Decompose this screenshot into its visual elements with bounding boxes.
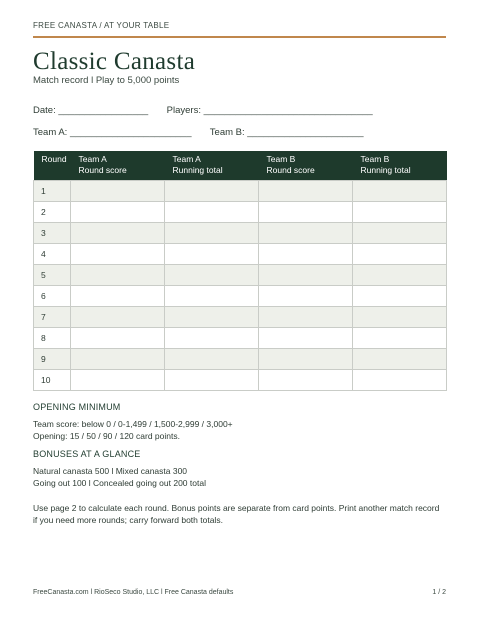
table-row (34, 328, 447, 349)
score-cell[interactable] (259, 328, 353, 349)
score-cell[interactable] (71, 181, 165, 202)
score-cell[interactable] (71, 328, 165, 349)
header-rule (33, 36, 446, 38)
bonuses-line2: Going out 100 l Concealed going out 200 total (33, 478, 206, 488)
instructions-line1: Use page 2 to calculate each round. Bonus points are separate from card points. Print another match record (33, 503, 440, 513)
score-cell[interactable] (259, 265, 353, 286)
score-cell[interactable] (353, 244, 447, 265)
score-cell[interactable] (259, 181, 353, 202)
table-row (34, 265, 447, 286)
table-row (34, 370, 447, 391)
table-row (34, 307, 447, 328)
score-cell[interactable] (353, 223, 447, 244)
score-cell[interactable] (71, 307, 165, 328)
score-cell[interactable] (259, 286, 353, 307)
header-round: Round (34, 151, 71, 181)
round-number: 3 (34, 223, 71, 244)
table-row (34, 181, 447, 202)
score-cell[interactable] (71, 223, 165, 244)
table-row (34, 244, 447, 265)
round-number: 6 (34, 286, 71, 307)
round-number: 10 (34, 370, 71, 391)
score-cell[interactable] (71, 244, 165, 265)
header-team-b-total: Team B Running total (353, 151, 447, 181)
table-row (34, 202, 447, 223)
score-cell[interactable] (165, 244, 259, 265)
score-cell[interactable] (259, 202, 353, 223)
page-title: Classic Canasta (33, 48, 196, 75)
score-cell[interactable] (165, 328, 259, 349)
page-subtitle: Match record l Play to 5,000 points (33, 75, 180, 86)
score-cell[interactable] (165, 370, 259, 391)
opening-minimum-heading: OPENING MINIMUM (33, 402, 121, 412)
table-row (34, 349, 447, 370)
score-cell[interactable] (71, 202, 165, 223)
score-cell[interactable] (165, 307, 259, 328)
score-cell[interactable] (353, 349, 447, 370)
score-cell[interactable] (353, 370, 447, 391)
round-number: 5 (34, 265, 71, 286)
score-cell[interactable] (353, 307, 447, 328)
round-number: 4 (34, 244, 71, 265)
score-cell[interactable] (165, 202, 259, 223)
bonuses-line1: Natural canasta 500 l Mixed canasta 300 (33, 466, 188, 476)
header-team-a-round: Team A Round score (71, 151, 165, 181)
instructions-line2: if you need more rounds; carry forward both totals. (33, 515, 223, 525)
brand-topline: FREE CANASTA / AT YOUR TABLE (33, 21, 170, 30)
score-cell[interactable] (71, 286, 165, 307)
score-cell[interactable] (353, 202, 447, 223)
team-names-fields[interactable]: Team A: _______________________ Team B: ______________________ (33, 127, 364, 138)
score-cell[interactable] (259, 370, 353, 391)
score-cell[interactable] (165, 223, 259, 244)
score-cell[interactable] (353, 328, 447, 349)
header-team-a-total: Team A Running total (165, 151, 259, 181)
score-cell[interactable] (165, 286, 259, 307)
round-number: 9 (34, 349, 71, 370)
header-team-b-round: Team B Round score (259, 151, 353, 181)
score-cell[interactable] (71, 349, 165, 370)
opening-minimum-line2: Opening: 15 / 50 / 90 / 120 card points. (33, 431, 180, 441)
score-cell[interactable] (259, 223, 353, 244)
table-row (34, 223, 447, 244)
round-number: 7 (34, 307, 71, 328)
score-cell[interactable] (71, 265, 165, 286)
round-number: 2 (34, 202, 71, 223)
date-players-fields[interactable]: Date: _________________ Players: ________________________________ (33, 105, 373, 116)
score-cell[interactable] (353, 181, 447, 202)
score-cell[interactable] (71, 370, 165, 391)
score-cell[interactable] (259, 349, 353, 370)
score-table-header (34, 151, 447, 181)
round-number: 1 (34, 181, 71, 202)
score-cell[interactable] (165, 181, 259, 202)
opening-minimum-line1: Team score: below 0 / 0-1,499 / 1,500-2,999 / 3,000+ (33, 419, 233, 429)
score-cell[interactable] (165, 265, 259, 286)
score-cell[interactable] (259, 307, 353, 328)
score-cell[interactable] (353, 265, 447, 286)
footer-credits: FreeCanasta.com l RioSeco Studio, LLC l Free Canasta defaults (33, 589, 234, 596)
score-cell[interactable] (353, 286, 447, 307)
table-row (34, 286, 447, 307)
score-cell[interactable] (165, 349, 259, 370)
score-table (33, 151, 447, 391)
score-cell[interactable] (259, 244, 353, 265)
page-number: 1 / 2 (432, 589, 446, 596)
bonuses-heading: BONUSES AT A GLANCE (33, 449, 141, 459)
round-number: 8 (34, 328, 71, 349)
